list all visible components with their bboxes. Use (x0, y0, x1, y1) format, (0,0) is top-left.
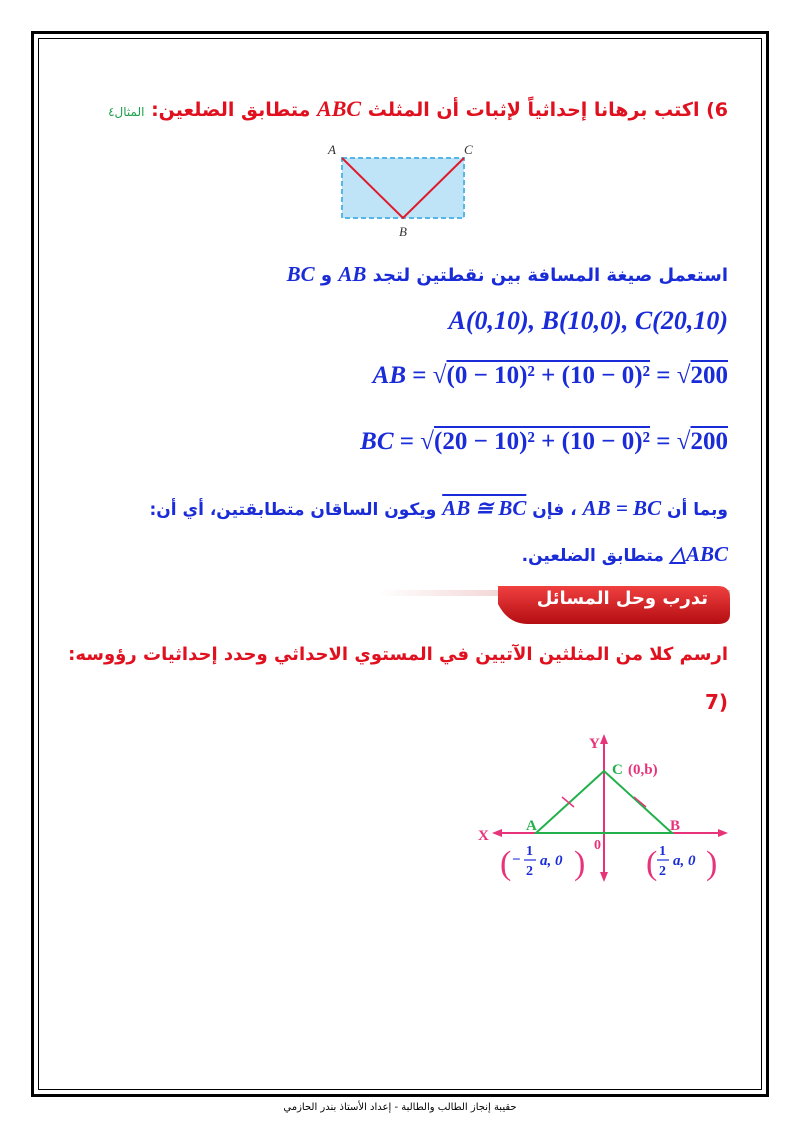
tick-mark-left (562, 797, 574, 807)
problem-7-label: (7 (704, 690, 728, 714)
a-coord-close-paren: ) (574, 845, 586, 882)
x-axis-arrow-left (492, 829, 502, 837)
points-equation: A(0,10), B(10,0), C(20,10) (448, 306, 728, 335)
figure-rectangle (342, 158, 464, 218)
page-footer: حقيبة إنجاز الطالب والطالبة - إعداد الأستاذ بندر الحازمي (283, 1102, 517, 1113)
example-tag: المثال٤ (108, 105, 145, 119)
conclusion-rest: ويكون الساقان متطابقتين، أي أن: (149, 500, 437, 520)
figure-label-a: A (328, 142, 336, 157)
triangle-abc: △ABC (669, 542, 728, 566)
figure-label-c: C (464, 142, 473, 157)
vertex-a-label: A (526, 818, 537, 834)
bc-lhs: BC (360, 428, 394, 455)
and-word: و (320, 265, 333, 286)
problem-6-prefix: 6) اكتب برهانا إحداثياً لإثبات أن المثلث (367, 99, 728, 121)
a-coord-half-den: 2 (526, 864, 533, 879)
figure-rectangle-v (320, 138, 480, 240)
x-axis-arrow-right (718, 829, 728, 837)
ab-equals-bc: AB = BC (582, 496, 662, 520)
a-coord-open-paren: ( (500, 845, 512, 882)
y-axis-arrow-bottom (600, 872, 608, 882)
vertex-c-coord: (0,b) (628, 762, 658, 778)
conclusion-line-2 (522, 542, 728, 567)
b-coord-tail: a, 0 (673, 853, 696, 869)
figure-coordinate-triangle (470, 730, 730, 890)
a-coord-tail: a, 0 (540, 853, 563, 869)
conclusion-text: متطابق الضلعين. (521, 546, 664, 566)
b-coord-close-paren: ) (706, 845, 718, 882)
a-coord-half-num: 1 (526, 844, 533, 859)
distance-instruction (287, 262, 728, 287)
drawing-instruction: ارسم كلا من المثلثين الآتيين في المستوي الاحداثي وحدد إحداثيات رؤوسه: (68, 644, 728, 665)
problem-6-heading (108, 96, 728, 122)
bc-equation: BC = √(20 − 10)² + (10 − 0)² = √200 (360, 428, 728, 455)
b-coord-half-num: 1 (659, 844, 666, 859)
bc-radicand: (20 − 10)² + (10 − 0)² (434, 428, 651, 455)
b-coord-open-paren: ( (646, 845, 658, 882)
conclusion-line-1 (149, 496, 728, 521)
y-axis-label: Y (589, 736, 600, 752)
ab-rhs: 200 (690, 362, 728, 389)
section-banner-title: تدرب وحل المسائل (536, 588, 708, 609)
since-word: وبما أن (667, 500, 728, 520)
x-axis-label: X (478, 828, 489, 844)
figure-label-b: B (399, 224, 407, 239)
segment-ab: AB (338, 262, 367, 286)
vertex-c-label: C (612, 762, 623, 778)
problem-6-triangle: ABC (317, 96, 362, 121)
a-coord-minus: − (512, 852, 521, 868)
ab-equation: AB = √(0 − 10)² + (10 − 0)² = √200 (372, 362, 728, 389)
then-word: ، فإن (532, 500, 577, 520)
ab-radicand: (0 − 10)² + (10 − 0)² (446, 362, 651, 389)
distance-text: استعمل صيغة المسافة بين نقطتين لتجد (372, 265, 728, 286)
congruence: AB ≅ BC (442, 496, 527, 520)
y-axis-arrow-top (600, 734, 608, 744)
ab-lhs: AB (372, 362, 407, 389)
tick-mark-right (634, 797, 646, 807)
vertex-b-label: B (670, 818, 681, 834)
problem-6-suffix: متطابق الضلعين: (151, 99, 311, 121)
bc-rhs: 200 (690, 428, 728, 455)
origin-label: 0 (594, 838, 601, 853)
segment-bc: BC (286, 262, 315, 286)
b-coord-half-den: 2 (659, 864, 666, 879)
